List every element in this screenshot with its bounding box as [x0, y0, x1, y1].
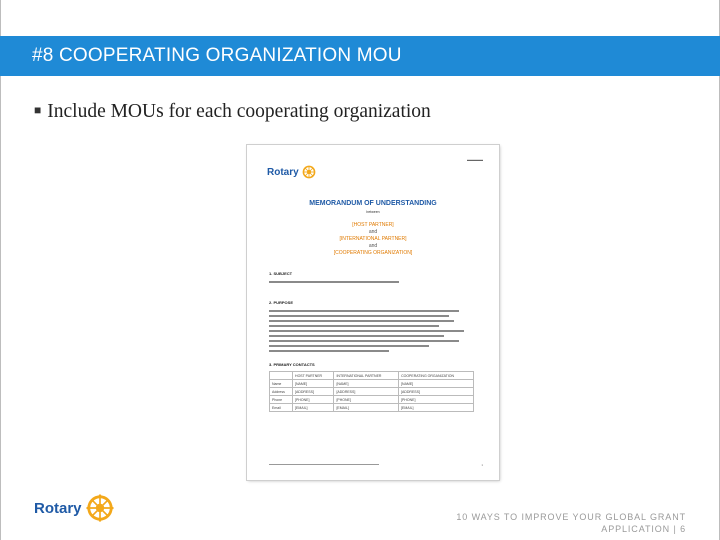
doc-text-line: [269, 320, 454, 322]
footer-line-2: APPLICATION | 6: [601, 524, 686, 534]
bullet-item: [34, 101, 431, 123]
table-row: [270, 396, 474, 404]
doc-party-international: [INTERNATIONAL PARTNER]: [339, 236, 407, 242]
doc-footer-line: [269, 464, 379, 465]
table-header-cell: HOST PARTNER: [293, 372, 334, 380]
doc-text-line: [269, 330, 464, 332]
doc-and-1: and: [368, 229, 378, 235]
rotary-wheel-icon: [86, 494, 114, 522]
slide-left-edge: [0, 0, 1, 540]
table-header-cell: COOPERATING ORGANIZATION: [399, 372, 474, 380]
mou-document-thumbnail: [247, 145, 499, 480]
doc-party-cooperating: [COOPERATING ORGANIZATION]: [333, 250, 413, 256]
table-cell: [ADDRESS]: [334, 388, 399, 396]
table-cell: Address: [270, 388, 293, 396]
doc-between: between: [366, 210, 380, 214]
table-header-cell: INTERNATIONAL PARTNER: [334, 372, 399, 380]
rotary-brand-logo: [34, 494, 114, 522]
square-bullet-icon: ■: [34, 103, 42, 117]
table-header-cell: [270, 372, 293, 380]
table-row: [270, 388, 474, 396]
rotary-wheel-icon: [302, 165, 316, 179]
doc-section-purpose: 2. PURPOSE: [269, 300, 294, 305]
doc-text-line: [269, 281, 399, 283]
doc-page-number: 1: [481, 463, 483, 467]
doc-text-line: [269, 350, 389, 352]
table-cell: [PHONE]: [334, 396, 399, 404]
table-cell: Phone: [270, 396, 293, 404]
table-header-row: [270, 372, 474, 380]
doc-text-line: [269, 345, 429, 347]
doc-and-2: and: [368, 243, 378, 249]
bullet-text: Include MOUs for each cooperating organization: [47, 101, 431, 122]
table-cell: Name: [270, 380, 293, 388]
slide-footer: [426, 511, 686, 535]
doc-text-line: [269, 310, 459, 312]
table-cell: [NAME]: [334, 380, 399, 388]
table-cell: Email: [270, 404, 293, 412]
doc-text-line: [269, 315, 449, 317]
doc-logo: [267, 165, 316, 179]
doc-text-line: [269, 325, 439, 327]
footer-line-1: 10 WAYS TO IMPROVE YOUR GLOBAL GRANT: [456, 512, 686, 522]
slide-title: #8 COOPERATING ORGANIZATION MOU: [32, 45, 402, 66]
table-row: [270, 380, 474, 388]
doc-contacts-table: [269, 371, 474, 412]
doc-logo-text: Rotary: [267, 166, 299, 178]
table-cell: [NAME]: [399, 380, 474, 388]
table-cell: [PHONE]: [293, 396, 334, 404]
doc-text-line: [269, 335, 444, 337]
table-cell: [EMAIL]: [399, 404, 474, 412]
doc-section-subject: 1. SUBJECT: [269, 271, 293, 276]
doc-title: MEMORANDUM OF UNDERSTANDING: [309, 200, 437, 207]
table-cell: [EMAIL]: [293, 404, 334, 412]
table-cell: [ADDRESS]: [293, 388, 334, 396]
brand-text: Rotary: [34, 499, 82, 517]
table-cell: [ADDRESS]: [399, 388, 474, 396]
doc-header-code: ▬▬▬▬: [467, 157, 483, 162]
doc-party-host: [HOST PARTNER]: [352, 222, 394, 228]
doc-section-contacts: 3. PRIMARY CONTACTS: [269, 362, 315, 367]
table-cell: [EMAIL]: [334, 404, 399, 412]
doc-text-line: [269, 340, 459, 342]
table-row: [270, 404, 474, 412]
table-cell: [PHONE]: [399, 396, 474, 404]
table-cell: [NAME]: [293, 380, 334, 388]
title-bar: [0, 36, 720, 76]
